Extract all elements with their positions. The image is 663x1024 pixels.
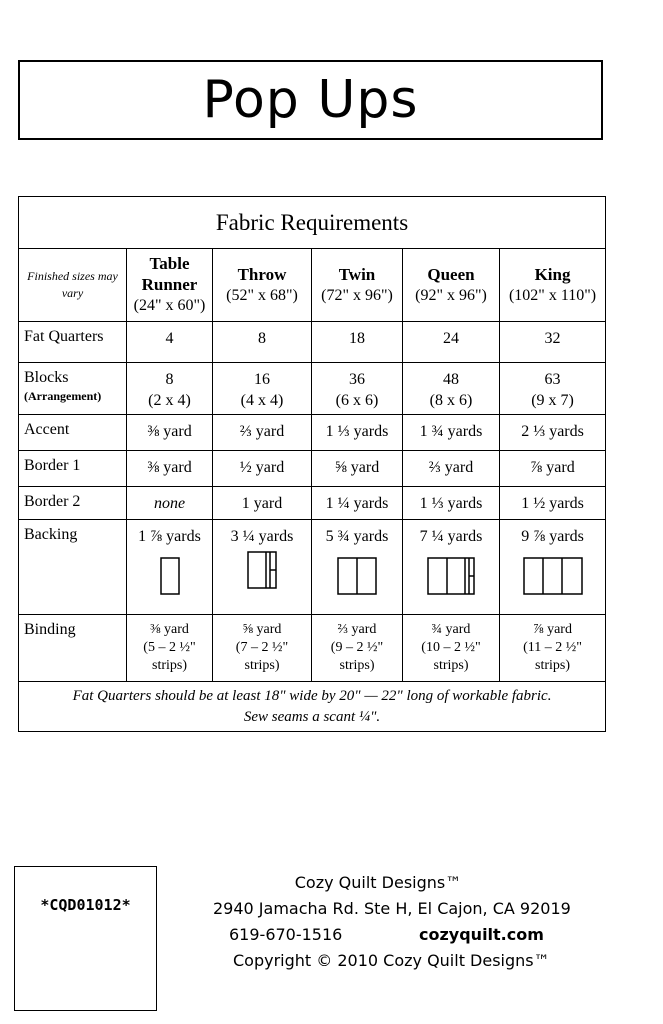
binding-yardage: ⅜ yard — [150, 622, 189, 637]
binding-yardage: ⅞ yard — [533, 622, 572, 637]
footnote-line-2: Sew seams a scant ¼". — [243, 709, 381, 725]
backing-1-panel-icon — [160, 557, 180, 595]
footnote-line-1: Fat Quarters should be at least 18" wide by 20" — 22" long of workable fabric. — [72, 688, 552, 704]
table-cell: 8 — [213, 322, 312, 363]
table-cell — [213, 520, 312, 615]
table-cell: ⅔ yard — [403, 451, 500, 487]
company-address: 2940 Jamacha Rd. Ste H, El Cajon, CA 92019 — [213, 899, 571, 918]
row-label-border-2: Border 2 — [19, 487, 127, 520]
binding-strips-suffix: strips) — [535, 658, 571, 673]
table-cell: 1 ½ yards — [500, 487, 606, 520]
block-count: 48 — [443, 371, 459, 388]
fabric-requirements-table — [18, 196, 606, 732]
table-cell: none — [127, 487, 213, 520]
row-sublabel: (Arrangement) — [24, 389, 102, 403]
table-cell — [312, 363, 403, 415]
backing-yardage: 7 ¼ yards — [419, 528, 483, 545]
title-box — [18, 60, 603, 140]
row-label-accent: Accent — [19, 415, 127, 451]
block-arrangement: (4 x 4) — [240, 392, 284, 409]
column-header — [127, 249, 213, 322]
page-title: Pop Ups — [202, 70, 419, 130]
table-cell — [312, 520, 403, 615]
row-label-fat-quarters: Fat Quarters — [19, 322, 127, 363]
table-cell — [127, 615, 213, 682]
table-cell — [403, 363, 500, 415]
table-cell: ½ yard — [213, 451, 312, 487]
binding-strips-suffix: strips) — [244, 658, 280, 673]
company-info — [213, 870, 573, 974]
binding-strips-suffix: strips) — [433, 658, 469, 673]
binding-strips: (7 – 2 ½" — [235, 640, 289, 655]
column-name: Throw — [237, 264, 287, 284]
binding-strips: (10 – 2 ½" — [421, 640, 481, 655]
block-arrangement: (6 x 6) — [335, 392, 379, 409]
binding-yardage: ⅔ yard — [337, 622, 377, 637]
table-cell: 18 — [312, 322, 403, 363]
binding-strips: (9 – 2 ½" — [330, 640, 384, 655]
finished-sizes-note: Finished sizes may vary — [19, 249, 127, 322]
column-size: (92" x 96") — [415, 286, 487, 304]
backing-2-panel-icon — [337, 557, 377, 595]
row-label-border-1: Border 1 — [19, 451, 127, 487]
block-count: 36 — [349, 371, 365, 388]
column-name: Twin — [338, 264, 376, 284]
table-cell — [213, 363, 312, 415]
row-label-backing: Backing — [19, 520, 127, 615]
contact-line — [213, 922, 573, 948]
table-cell: 32 — [500, 322, 606, 363]
column-size: (72" x 96") — [321, 286, 393, 304]
backing-yardage: 1 ⅞ yards — [138, 528, 201, 545]
table-cell — [127, 520, 213, 615]
sku-box — [14, 866, 157, 1011]
block-count: 63 — [544, 371, 561, 388]
block-arrangement: (8 x 6) — [429, 392, 473, 409]
row-label-text: Blocks — [24, 369, 69, 386]
sku-code: *CQD01012* — [40, 896, 131, 914]
table-cell: 2 ⅓ yards — [500, 415, 606, 451]
table-cell — [213, 615, 312, 682]
table-cell: ⅔ yard — [213, 415, 312, 451]
binding-strips: (11 – 2 ½" — [523, 640, 582, 655]
table-cell: ⅜ yard — [127, 415, 213, 451]
row-label-blocks — [19, 363, 127, 415]
company-phone: 619-670-1516 — [229, 925, 343, 944]
column-header — [403, 249, 500, 322]
block-count: 16 — [254, 371, 270, 388]
company-website-link[interactable]: cozyquilt.com — [419, 925, 544, 944]
row-label-binding: Binding — [19, 615, 127, 682]
binding-strips-suffix: strips) — [339, 658, 375, 673]
table-cell: 24 — [403, 322, 500, 363]
table-cell: ⅝ yard — [312, 451, 403, 487]
column-header — [213, 249, 312, 322]
binding-strips-suffix: strips) — [152, 658, 187, 673]
column-name: Table Runner — [141, 254, 198, 294]
table-cell — [500, 520, 606, 615]
table-footnote — [19, 682, 606, 732]
column-name: King — [534, 264, 571, 284]
table-cell — [127, 363, 213, 415]
table-cell — [403, 520, 500, 615]
table-heading: Fabric Requirements — [19, 197, 606, 249]
block-count: 8 — [165, 371, 174, 388]
table-cell: 4 — [127, 322, 213, 363]
table-cell: 1 yard — [213, 487, 312, 520]
block-arrangement: (2 x 4) — [148, 392, 191, 409]
backing-3-panel-icon — [523, 557, 583, 595]
backing-yardage: 3 ¼ yards — [230, 528, 294, 545]
block-arrangement: (9 x 7) — [531, 392, 574, 409]
column-size: (102" x 110") — [508, 286, 597, 304]
backing-yardage: 5 ¾ yards — [325, 528, 389, 545]
table-cell — [500, 615, 606, 682]
column-size: (24" x 60") — [133, 297, 206, 314]
backing-1-panel-plus-strip-icon — [247, 551, 277, 589]
table-cell — [312, 615, 403, 682]
table-cell: ⅜ yard — [127, 451, 213, 487]
backing-yardage: 9 ⅞ yards — [521, 528, 584, 545]
table-cell: 1 ¾ yards — [403, 415, 500, 451]
column-header — [312, 249, 403, 322]
binding-yardage: ⅝ yard — [242, 622, 282, 637]
table-cell: 1 ¼ yards — [312, 487, 403, 520]
binding-strips: (5 – 2 ½" — [143, 640, 196, 655]
column-size: (52" x 68") — [226, 286, 298, 304]
table-cell — [500, 363, 606, 415]
copyright-text: Copyright © 2010 Cozy Quilt Designs™ — [233, 951, 550, 970]
table-cell — [403, 615, 500, 682]
company-name: Cozy Quilt Designs™ — [294, 873, 462, 892]
binding-yardage: ¾ yard — [431, 622, 471, 637]
table-cell: ⅞ yard — [500, 451, 606, 487]
table-cell: 1 ⅓ yards — [403, 487, 500, 520]
backing-2-panel-plus-strip-icon — [427, 557, 475, 595]
table-cell: 1 ⅓ yards — [312, 415, 403, 451]
column-name: Queen — [427, 264, 475, 284]
column-header — [500, 249, 606, 322]
